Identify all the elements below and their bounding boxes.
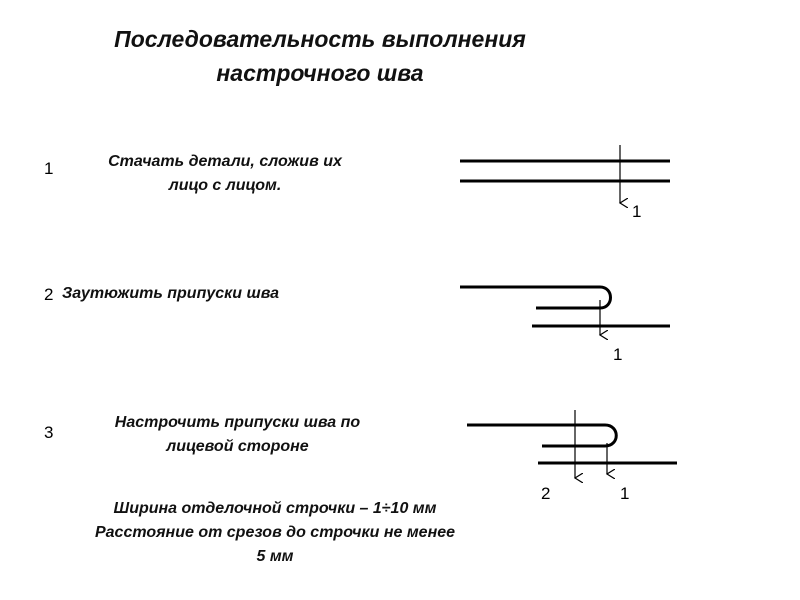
title-line-1: Последовательность выполнения: [114, 26, 526, 52]
step-1-text-line-2: лицо с лицом.: [168, 177, 282, 194]
step-3-number: 3: [44, 423, 54, 442]
folded-allowance: [460, 287, 611, 308]
step-2-diagram: [460, 287, 670, 364]
stitch-label: 1: [632, 202, 642, 221]
step-2-text-line-1: Заутюжить припуски шва: [62, 285, 280, 302]
stitch-label: 1: [613, 345, 623, 364]
title-line-2: настрочного шва: [216, 60, 424, 86]
step-1-diagram: [460, 145, 670, 221]
note-line-2: Расстояние от срезов до строчки не менее: [94, 524, 456, 541]
stitch-label-2: 2: [541, 484, 551, 503]
step-3-text-line-1: Настрочить припуски шва по: [114, 414, 361, 431]
step-2-number: 2: [44, 285, 54, 304]
step-3-diagram: [467, 410, 677, 503]
step-3-text-line-2: лицевой стороне: [166, 438, 309, 455]
stitch-label-1: 1: [620, 484, 630, 503]
step-1-number: 1: [44, 159, 54, 178]
note-line-1: Ширина отделочной строчки – 1÷10 мм: [113, 500, 437, 517]
step-1-text-line-1: Стачать детали, сложив их: [108, 153, 342, 170]
note-line-3: 5 мм: [256, 548, 294, 565]
folded-allowance: [467, 425, 616, 446]
